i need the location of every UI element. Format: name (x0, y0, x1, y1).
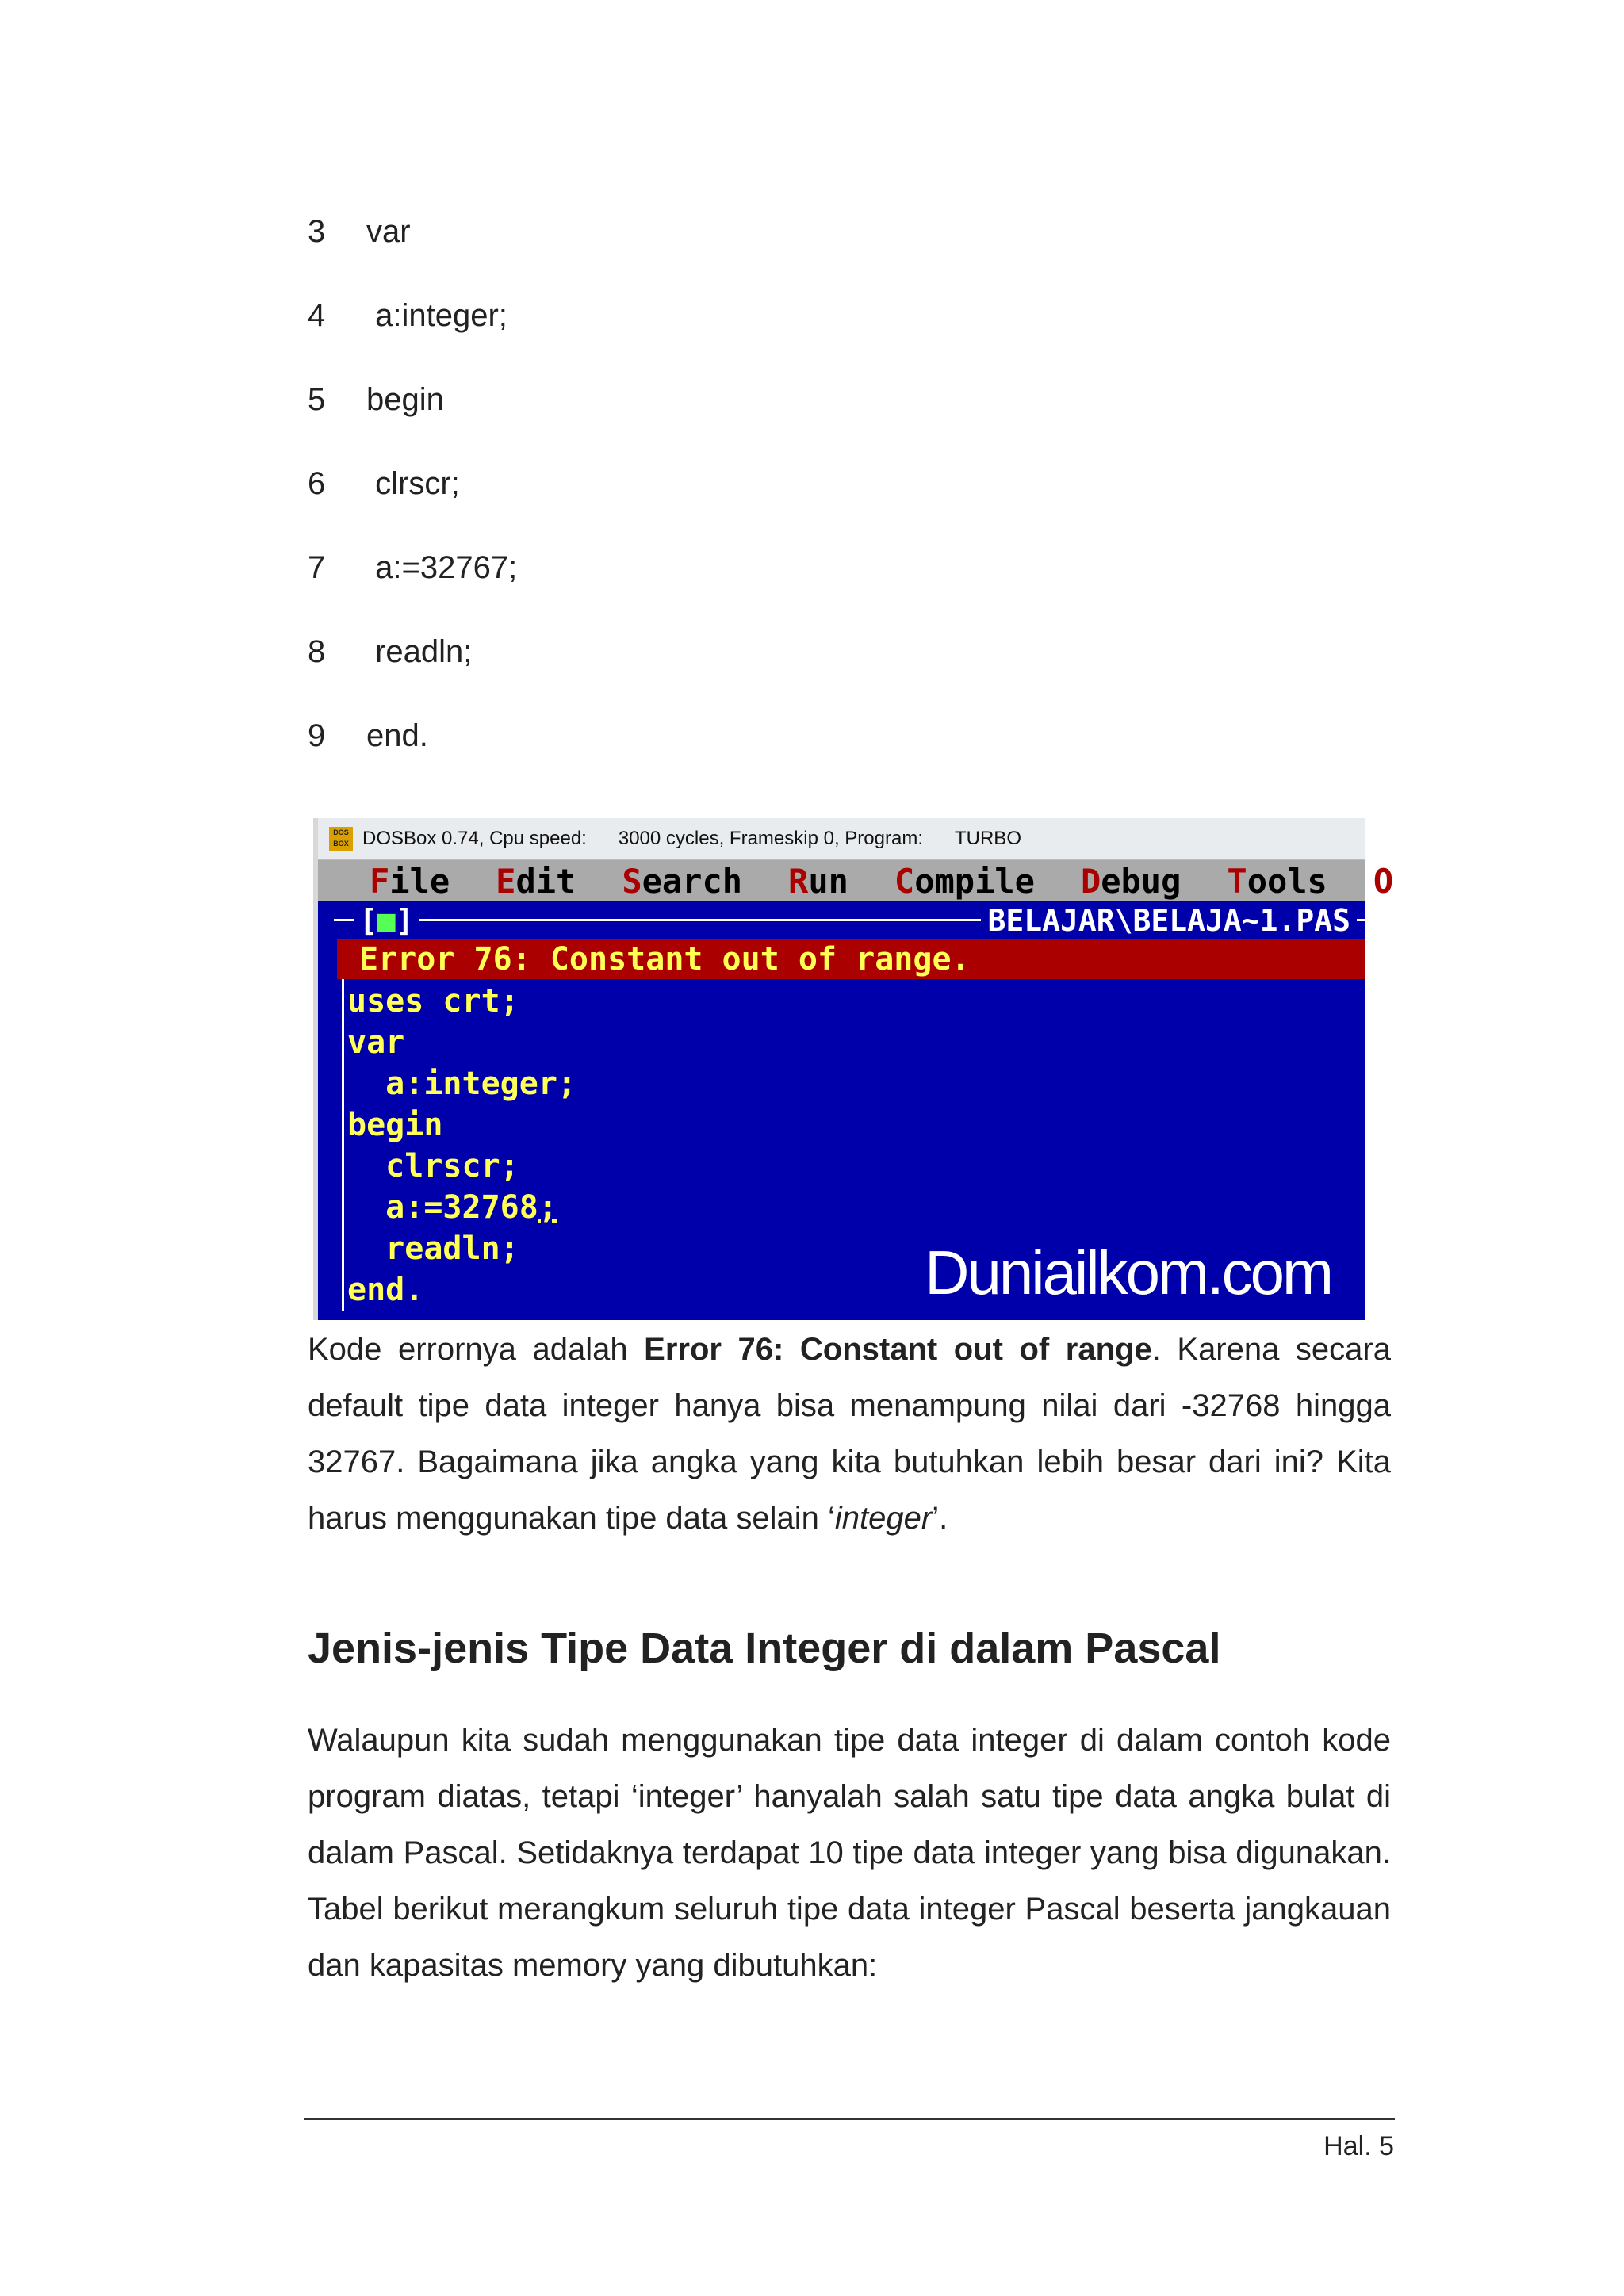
line-text: a:integer; (366, 298, 508, 333)
menu-run[interactable]: Run (788, 861, 848, 901)
dosbox-titlebar (318, 818, 1365, 860)
line-number: 9 (308, 718, 326, 753)
code-line (308, 382, 517, 466)
line-number: 4 (308, 298, 326, 333)
close-box-icon[interactable]: [■] (354, 903, 419, 938)
menu-compile[interactable]: Compile (894, 861, 1035, 901)
line-text: readln; (366, 634, 473, 669)
code-line (308, 634, 517, 718)
line-number: 3 (308, 214, 326, 249)
titlebar-cycles: 3000 cycles, Frameskip 0, Program: (618, 828, 923, 849)
editor-line: a:integer; (347, 1066, 576, 1102)
code-line (308, 718, 517, 802)
paragraph-integer-types: Walaupun kita sudah menggunakan tipe data integer di dalam contoh kode program diatas, tetapi ‘integer’ hanyalah salah satu tipe data angka bulat di dalam Pascal. Setidaknya terdapat 10 tipe data integer yang bisa digunakan. Tabel berikut merangkum seluruh tipe data integer Pascal beserta jangkauan dan kapasitas memory yang dibutuhkan: (308, 1723, 1391, 1983)
menu-tools[interactable]: Tools (1227, 861, 1327, 901)
editor-line: uses crt; (347, 983, 519, 1020)
code-line (308, 550, 517, 634)
titlebar-app: DOSBox 0.74, Cpu speed: (362, 828, 587, 849)
paragraph-error-explanation: Kode errornya adalah Error 76: Constant out of range. Karena secara default tipe data integer hanya bisa menampung nilai dari -32768 hingga 32767. Bagaimana jika angka yang kita butuhkan lebih besar dari ini? Kita harus menggunakan tipe data selain ‘integer’. (308, 1332, 1391, 1536)
titlebar-program: TURBO (954, 828, 1021, 849)
dosbox-screenshot (313, 818, 1394, 1320)
line-number: 6 (308, 466, 326, 501)
code-line (308, 298, 517, 382)
menu-edit[interactable]: Edit (496, 861, 576, 901)
menu-file[interactable]: File (370, 861, 450, 901)
line-number: 8 (308, 634, 326, 669)
editor-frame-top (318, 901, 1365, 939)
code-line (308, 214, 517, 298)
watermark: Duniailkom.com (925, 1238, 1331, 1307)
page-number: Hal. 5 (1323, 2131, 1394, 2161)
menu-search[interactable]: Search (622, 861, 743, 901)
menu-debug[interactable]: Debug (1080, 861, 1182, 901)
section-heading: Jenis-jenis Tipe Data Integer di dalam Pascal (308, 1624, 1221, 1672)
code-listing (308, 214, 517, 802)
line-number: 7 (308, 550, 326, 585)
editor-line: begin (347, 1107, 443, 1143)
error-bar: Error 76: Constant out of range. (337, 939, 1365, 979)
editor-line: clrscr; (347, 1148, 519, 1184)
editor-line: var (347, 1024, 405, 1061)
line-text: a:=32767; (366, 550, 518, 585)
turbo-menu-bar (318, 860, 1394, 901)
line-text: var (366, 214, 411, 249)
editor-line: readln; (347, 1230, 519, 1267)
menu-options[interactable]: O (1373, 861, 1394, 901)
footer-divider (304, 2118, 1395, 2120)
dosbox-icon: DOS BOX (329, 827, 353, 851)
line-text: end. (366, 718, 428, 753)
editor-line: end. (347, 1272, 424, 1308)
line-number: 5 (308, 382, 326, 417)
text-cursor: ; (538, 1189, 557, 1226)
line-text: clrscr; (366, 466, 460, 501)
code-line (308, 466, 517, 550)
editor-line: a:=32768; (347, 1189, 557, 1226)
line-text: begin (366, 382, 444, 417)
editor-filename: BELAJAR\BELAJA~1.PAS (981, 903, 1357, 938)
